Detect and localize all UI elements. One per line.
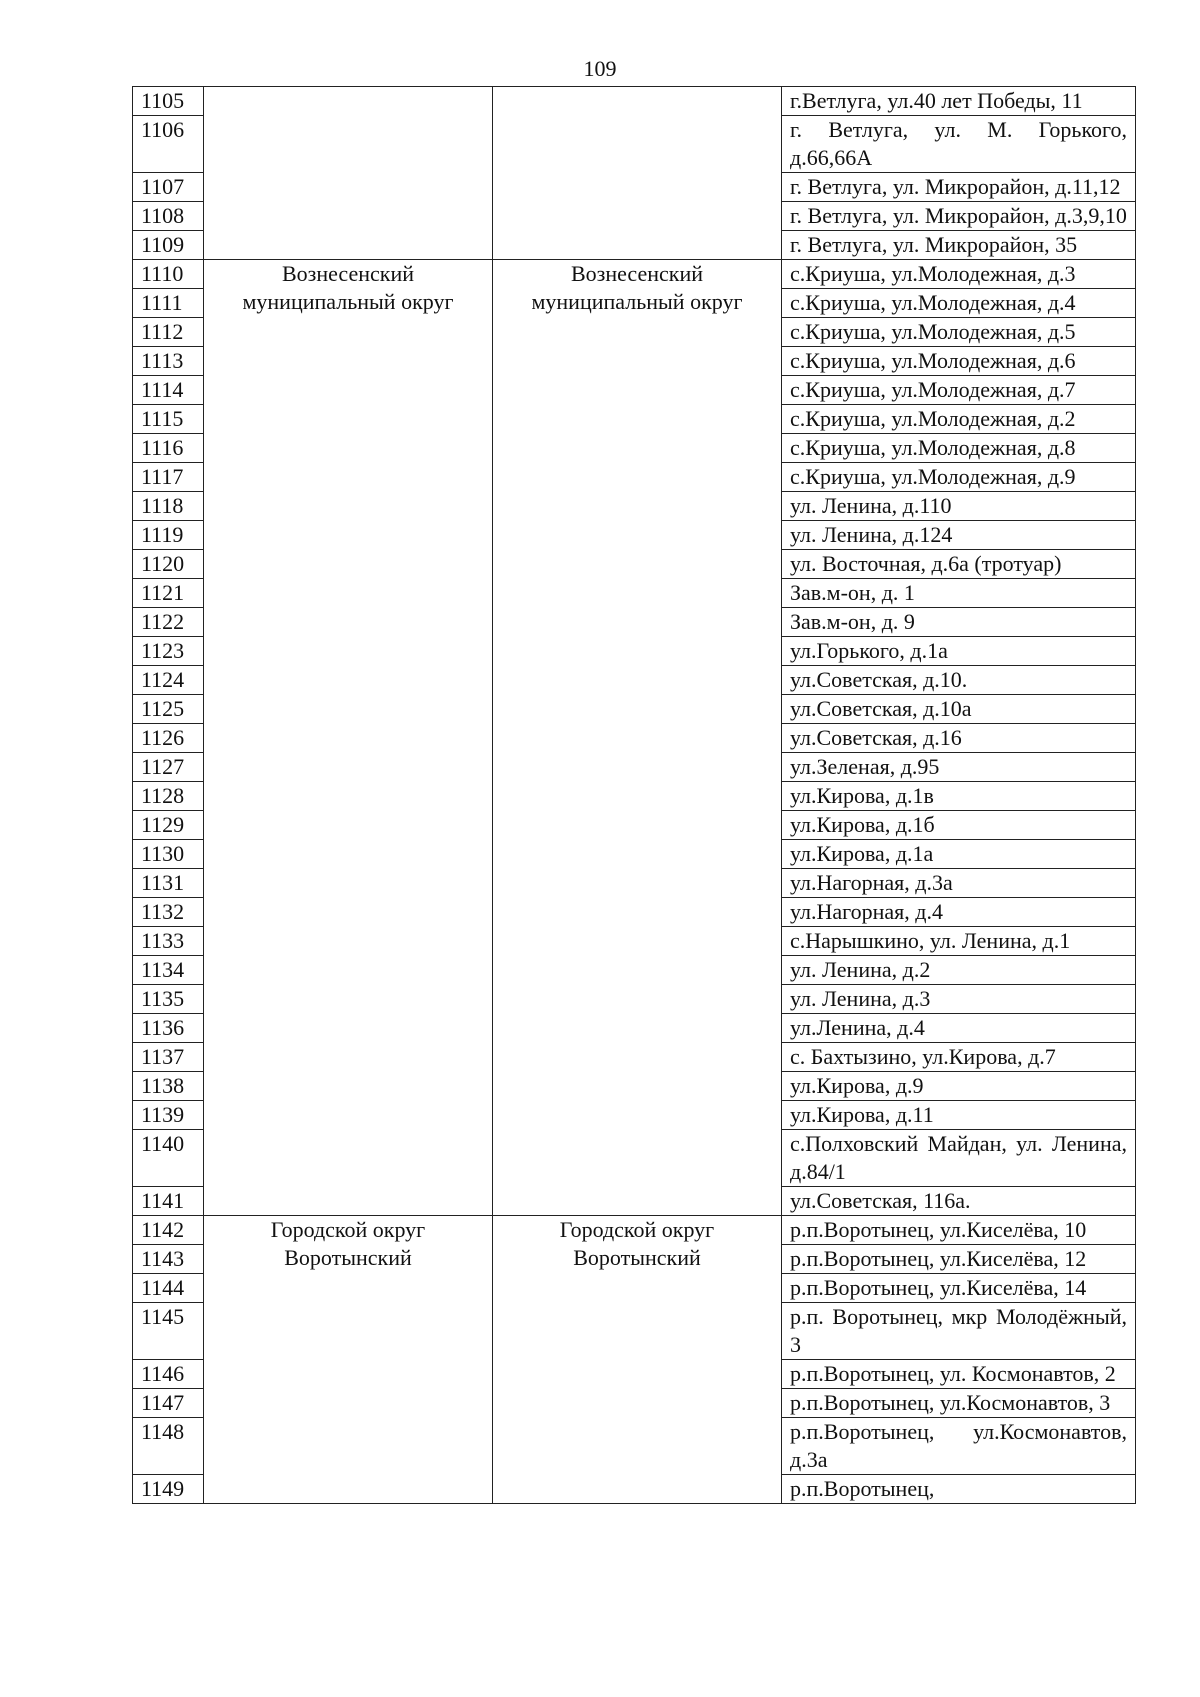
address-cell: р.п.Воротынец, ул. Космонавтов, 2 (782, 1360, 1136, 1389)
row-number: 1122 (133, 608, 204, 637)
row-number: 1110 (133, 260, 204, 289)
address-cell: с.Полховский Майдан, ул. Ленина, д.84/1 (782, 1130, 1136, 1187)
address-cell: р.п. Воротынец, мкр Молодёжный, 3 (782, 1303, 1136, 1360)
address-cell: с.Нарышкино, ул. Ленина, д.1 (782, 927, 1136, 956)
row-number: 1120 (133, 550, 204, 579)
row-number: 1149 (133, 1475, 204, 1504)
address-cell: ул.Советская, д.10. (782, 666, 1136, 695)
row-number: 1137 (133, 1043, 204, 1072)
address-cell: ул.Ленина, д.4 (782, 1014, 1136, 1043)
row-number: 1147 (133, 1389, 204, 1418)
address-cell: ул.Кирова, д.9 (782, 1072, 1136, 1101)
address-cell: г.Ветлуга, ул.40 лет Победы, 11 (782, 87, 1136, 116)
row-number: 1144 (133, 1274, 204, 1303)
row-number: 1135 (133, 985, 204, 1014)
address-cell: с.Криуша, ул.Молодежная, д.7 (782, 376, 1136, 405)
address-cell: ул.Нагорная, д.3а (782, 869, 1136, 898)
address-cell: ул.Кирова, д.1а (782, 840, 1136, 869)
address-cell: ул.Кирова, д.1б (782, 811, 1136, 840)
row-number: 1111 (133, 289, 204, 318)
row-number: 1140 (133, 1130, 204, 1187)
district-cell-secondary: Вознесенский муниципальный округ (493, 260, 782, 1216)
row-number: 1107 (133, 173, 204, 202)
district-cell: Городской округ Воротынский (204, 1216, 493, 1504)
address-cell: с.Криуша, ул.Молодежная, д.5 (782, 318, 1136, 347)
row-number: 1123 (133, 637, 204, 666)
address-cell: с.Криуша, ул.Молодежная, д.2 (782, 405, 1136, 434)
address-cell: ул.Кирова, д.1в (782, 782, 1136, 811)
district-cell-secondary (493, 87, 782, 260)
row-number: 1116 (133, 434, 204, 463)
row-number: 1121 (133, 579, 204, 608)
page-number: 109 (583, 56, 617, 81)
address-cell: ул. Восточная, д.6а (тротуар) (782, 550, 1136, 579)
address-cell: ул.Советская, д.16 (782, 724, 1136, 753)
address-cell: г. Ветлуга, ул. Микрорайон, 35 (782, 231, 1136, 260)
row-number: 1143 (133, 1245, 204, 1274)
address-cell: ул. Ленина, д.3 (782, 985, 1136, 1014)
address-cell: с.Криуша, ул.Молодежная, д.9 (782, 463, 1136, 492)
row-number: 1109 (133, 231, 204, 260)
address-cell: с.Криуша, ул.Молодежная, д.3 (782, 260, 1136, 289)
row-number: 1148 (133, 1418, 204, 1475)
row-number: 1118 (133, 492, 204, 521)
address-cell: ул.Зеленая, д.95 (782, 753, 1136, 782)
row-number: 1132 (133, 898, 204, 927)
row-number: 1145 (133, 1303, 204, 1360)
row-number: 1114 (133, 376, 204, 405)
address-cell: ул.Кирова, д.11 (782, 1101, 1136, 1130)
row-number: 1133 (133, 927, 204, 956)
address-cell: с.Криуша, ул.Молодежная, д.8 (782, 434, 1136, 463)
address-cell: с.Криуша, ул.Молодежная, д.4 (782, 289, 1136, 318)
address-cell: с. Бахтызино, ул.Кирова, д.7 (782, 1043, 1136, 1072)
address-cell: ул. Ленина, д.110 (782, 492, 1136, 521)
row-number: 1124 (133, 666, 204, 695)
address-cell: ул. Ленина, д.2 (782, 956, 1136, 985)
row-number: 1126 (133, 724, 204, 753)
row-number: 1130 (133, 840, 204, 869)
address-cell: ул.Советская, 116а. (782, 1187, 1136, 1216)
address-cell: р.п.Воротынец, ул.Киселёва, 10 (782, 1216, 1136, 1245)
address-cell: г. Ветлуга, ул. М. Горького, д.66,66А (782, 116, 1136, 173)
row-number: 1105 (133, 87, 204, 116)
table-row (133, 1216, 1136, 1245)
address-table (132, 86, 1136, 1504)
row-number: 1129 (133, 811, 204, 840)
row-number: 1106 (133, 116, 204, 173)
row-number: 1113 (133, 347, 204, 376)
district-cell-secondary: Городской округ Воротынский (493, 1216, 782, 1504)
row-number: 1134 (133, 956, 204, 985)
address-cell: Зав.м-он, д. 9 (782, 608, 1136, 637)
address-cell: ул.Нагорная, д.4 (782, 898, 1136, 927)
address-cell: р.п.Воротынец, ул.Киселёва, 14 (782, 1274, 1136, 1303)
row-number: 1128 (133, 782, 204, 811)
row-number: 1136 (133, 1014, 204, 1043)
table-row (133, 260, 1136, 289)
row-number: 1139 (133, 1101, 204, 1130)
row-number: 1119 (133, 521, 204, 550)
address-cell: ул. Ленина, д.124 (782, 521, 1136, 550)
district-cell (204, 87, 493, 260)
row-number: 1141 (133, 1187, 204, 1216)
address-cell: г. Ветлуга, ул. Микрорайон, д.11,12 (782, 173, 1136, 202)
address-cell: р.п.Воротынец, ул.Киселёва, 12 (782, 1245, 1136, 1274)
address-cell: р.п.Воротынец, (782, 1475, 1136, 1504)
table-row (133, 87, 1136, 116)
row-number: 1138 (133, 1072, 204, 1101)
address-cell: р.п.Воротынец, ул.Космонавтов, 3 (782, 1389, 1136, 1418)
address-cell: Зав.м-он, д. 1 (782, 579, 1136, 608)
address-cell: с.Криуша, ул.Молодежная, д.6 (782, 347, 1136, 376)
row-number: 1146 (133, 1360, 204, 1389)
address-cell: г. Ветлуга, ул. Микрорайон, д.3,9,10 (782, 202, 1136, 231)
district-cell: Вознесенский муниципальный округ (204, 260, 493, 1216)
row-number: 1112 (133, 318, 204, 347)
row-number: 1115 (133, 405, 204, 434)
row-number: 1125 (133, 695, 204, 724)
address-cell: ул.Горького, д.1а (782, 637, 1136, 666)
address-table-body (133, 87, 1136, 1504)
address-cell: р.п.Воротынец, ул.Космонавтов, д.3а (782, 1418, 1136, 1475)
row-number: 1108 (133, 202, 204, 231)
row-number: 1117 (133, 463, 204, 492)
address-cell: ул.Советская, д.10а (782, 695, 1136, 724)
row-number: 1131 (133, 869, 204, 898)
row-number: 1127 (133, 753, 204, 782)
row-number: 1142 (133, 1216, 204, 1245)
